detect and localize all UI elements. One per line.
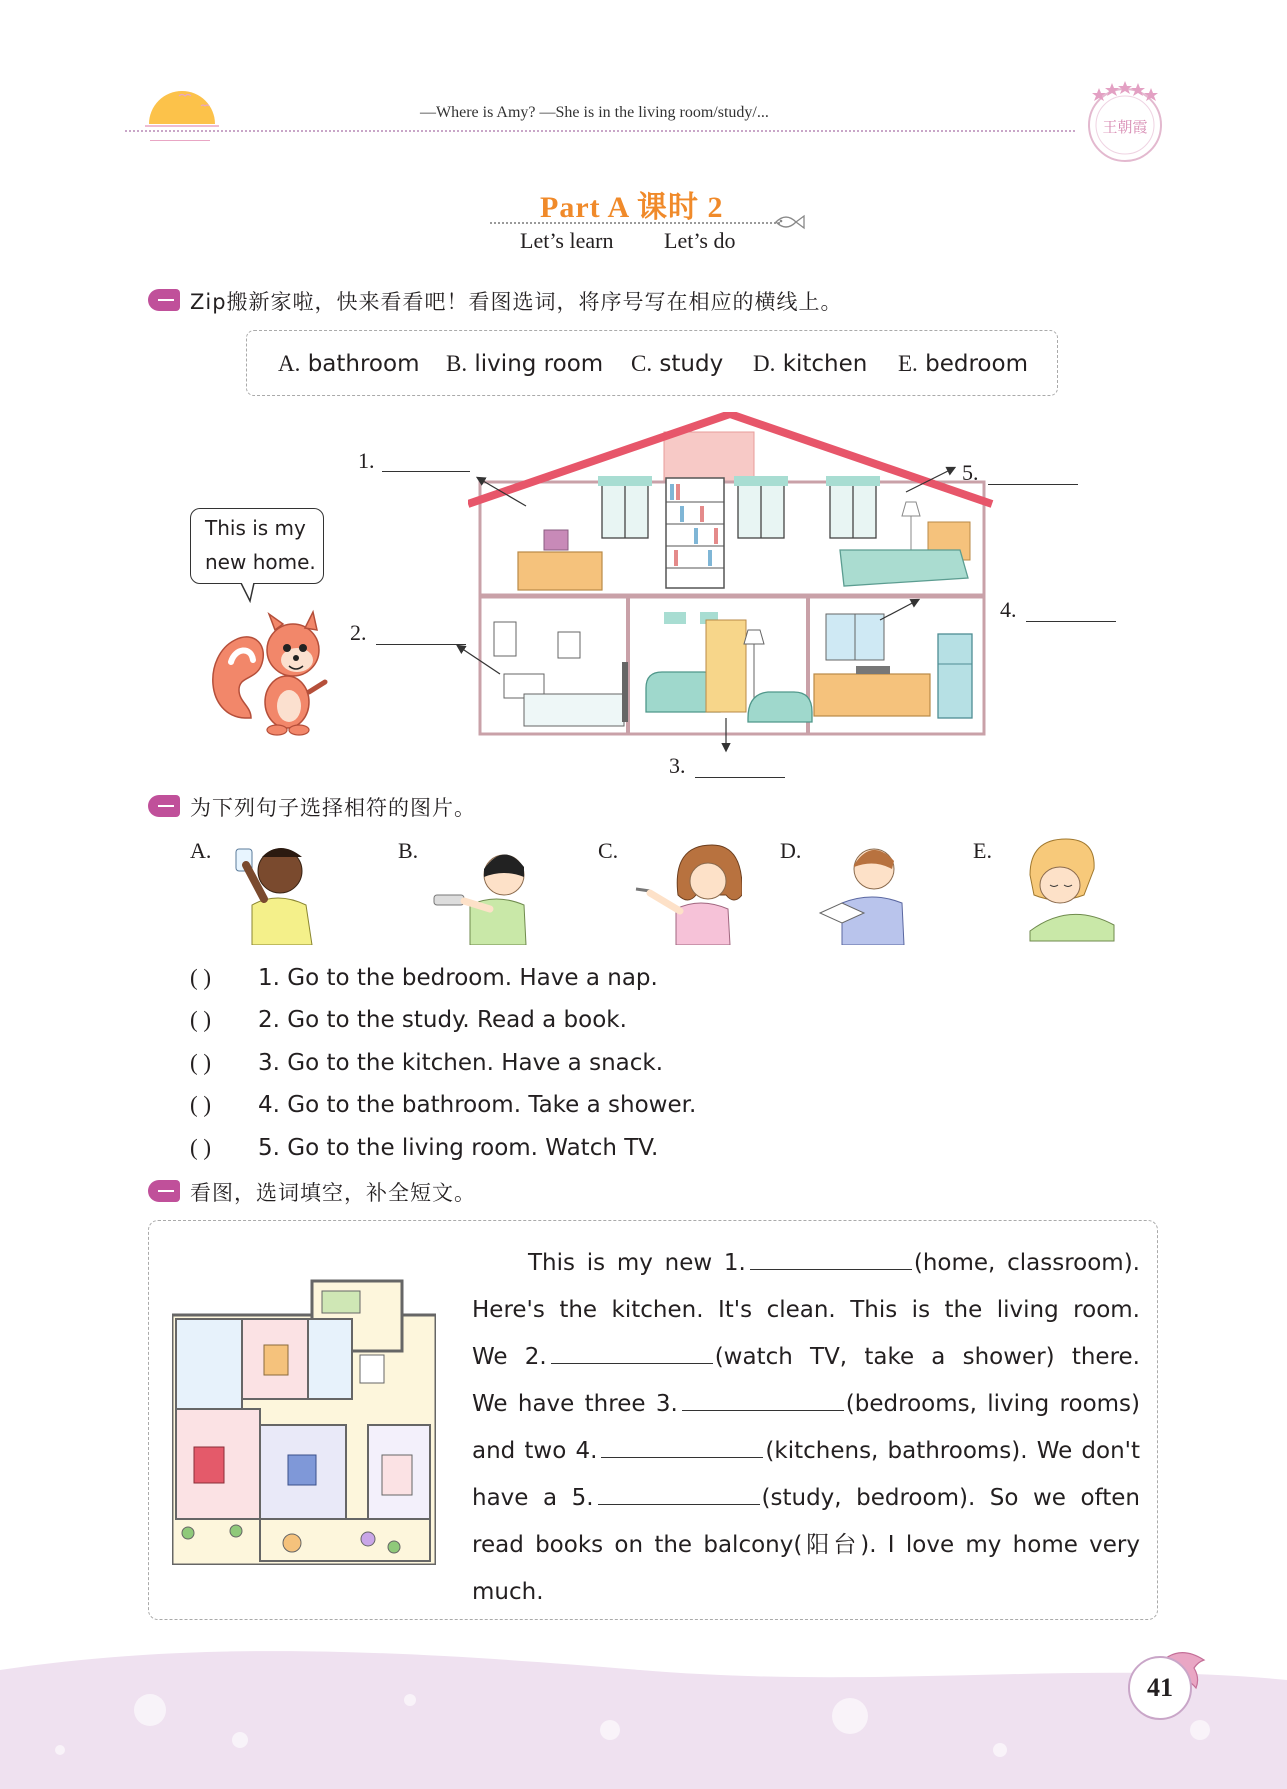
house-label-4: 4.	[1000, 597, 1017, 622]
word-option-b: B. living room	[446, 351, 604, 377]
word-option-a: A. bathroom	[278, 351, 420, 377]
squirrel-zip-icon	[205, 606, 335, 738]
word-option-e: E. bedroom	[898, 351, 1028, 377]
page-number: 41	[1128, 1656, 1192, 1720]
house-label-1: 1.	[358, 448, 375, 473]
answer-paren-3[interactable]: ( )	[190, 1050, 212, 1075]
house-label-5: 5.	[962, 460, 979, 485]
answer-paren-5[interactable]: ( )	[190, 1135, 212, 1160]
title-dotted-line	[490, 222, 780, 224]
sun-logo-icon	[145, 88, 219, 128]
house-label-2: 2.	[350, 620, 367, 645]
publisher-badge-icon	[1082, 80, 1168, 166]
passage-line-7: read books on the balcony(阳台). I love my home very	[472, 1532, 1140, 1558]
subtitle-lets-do: Let’s do	[664, 228, 736, 253]
passage-line-2: Here's the kitchen. It's clean. This is the living room.	[472, 1297, 1140, 1323]
sun-underline	[150, 140, 210, 141]
pointer-arrows	[440, 460, 1000, 760]
section-1-instruction: Zip搬新家啦，快来看看吧！看图选词，将序号写在相应的横线上。	[190, 290, 843, 314]
boy-drinking-icon	[222, 835, 332, 945]
word-option-d: D. kitchen	[753, 351, 868, 377]
picture-letter-e: E.	[973, 838, 992, 863]
section-tag-3	[148, 1180, 180, 1202]
passage-line-4: We have three 3. (bedrooms, living rooms)	[472, 1391, 1141, 1417]
passage-blank-1[interactable]	[750, 1248, 912, 1270]
girl-pointing-icon	[632, 835, 742, 945]
passage-line-3: We 2. (watch TV, take a shower) there.	[472, 1344, 1140, 1370]
girl-napping-icon	[1010, 835, 1120, 945]
section-2-instruction: 为下列句子选择相符的图片。	[190, 796, 476, 820]
speech-bubble: This is my new home.	[190, 508, 324, 584]
passage-line-1: This is my new 1. (home, classroom).	[528, 1250, 1140, 1276]
header-subtitle: —Where is Amy? —She is in the living room/study/...	[420, 104, 769, 121]
house-blank-3[interactable]	[695, 776, 785, 778]
sentence-1: ( ) 1. Go to the bedroom. Have a nap.	[190, 965, 658, 991]
subtitle-lets-learn: Let’s learn	[520, 228, 614, 253]
passage-blank-3[interactable]	[682, 1389, 844, 1411]
passage-blank-4[interactable]	[601, 1436, 763, 1458]
passage-blank-5[interactable]	[598, 1483, 760, 1505]
passage-line-6: have a 5. (study, bedroom). So we often	[472, 1485, 1140, 1511]
footer-wave-decoration	[0, 1640, 1287, 1789]
fish-icon	[772, 210, 806, 234]
sentence-4: ( ) 4. Go to the bathroom. Take a shower.	[190, 1092, 697, 1118]
boy-reading-icon	[812, 835, 922, 945]
answer-paren-1[interactable]: ( )	[190, 965, 212, 990]
passage-blank-2[interactable]	[551, 1342, 713, 1364]
header-dotted-line	[125, 130, 1075, 132]
picture-letter-d: D.	[780, 838, 802, 863]
house-blank-5[interactable]	[988, 483, 1078, 485]
svg-text:王朝霞: 王朝霞	[1102, 118, 1148, 136]
picture-letter-a: A.	[190, 838, 212, 863]
sentence-2: ( ) 2. Go to the study. Read a book.	[190, 1007, 627, 1033]
section-tag-1	[148, 289, 180, 311]
girl-remote-icon	[430, 835, 540, 945]
passage-line-5: and two 4. (kitchens, bathrooms). We don't	[472, 1438, 1140, 1464]
section-3-instruction: 看图，选词填空，补全短文。	[190, 1181, 476, 1205]
section-tag-2	[148, 795, 180, 817]
passage-line-8: much.	[472, 1579, 544, 1605]
sentence-3: ( ) 3. Go to the kitchen. Have a snack.	[190, 1050, 664, 1076]
house-blank-4[interactable]	[1026, 620, 1116, 622]
word-option-c: C. study	[631, 351, 724, 377]
passage-text	[472, 1240, 1140, 1616]
answer-paren-4[interactable]: ( )	[190, 1092, 212, 1117]
picture-letter-c: C.	[598, 838, 619, 863]
floor-plan-illustration	[172, 1275, 436, 1565]
sentence-5: ( ) 5. Go to the living room. Watch TV.	[190, 1135, 659, 1161]
picture-letter-b: B.	[398, 838, 419, 863]
answer-paren-2[interactable]: ( )	[190, 1007, 212, 1032]
house-label-3: 3.	[669, 753, 686, 778]
speech-bubble-tail	[240, 583, 258, 603]
part-title: Part A 课时 2	[540, 191, 724, 224]
